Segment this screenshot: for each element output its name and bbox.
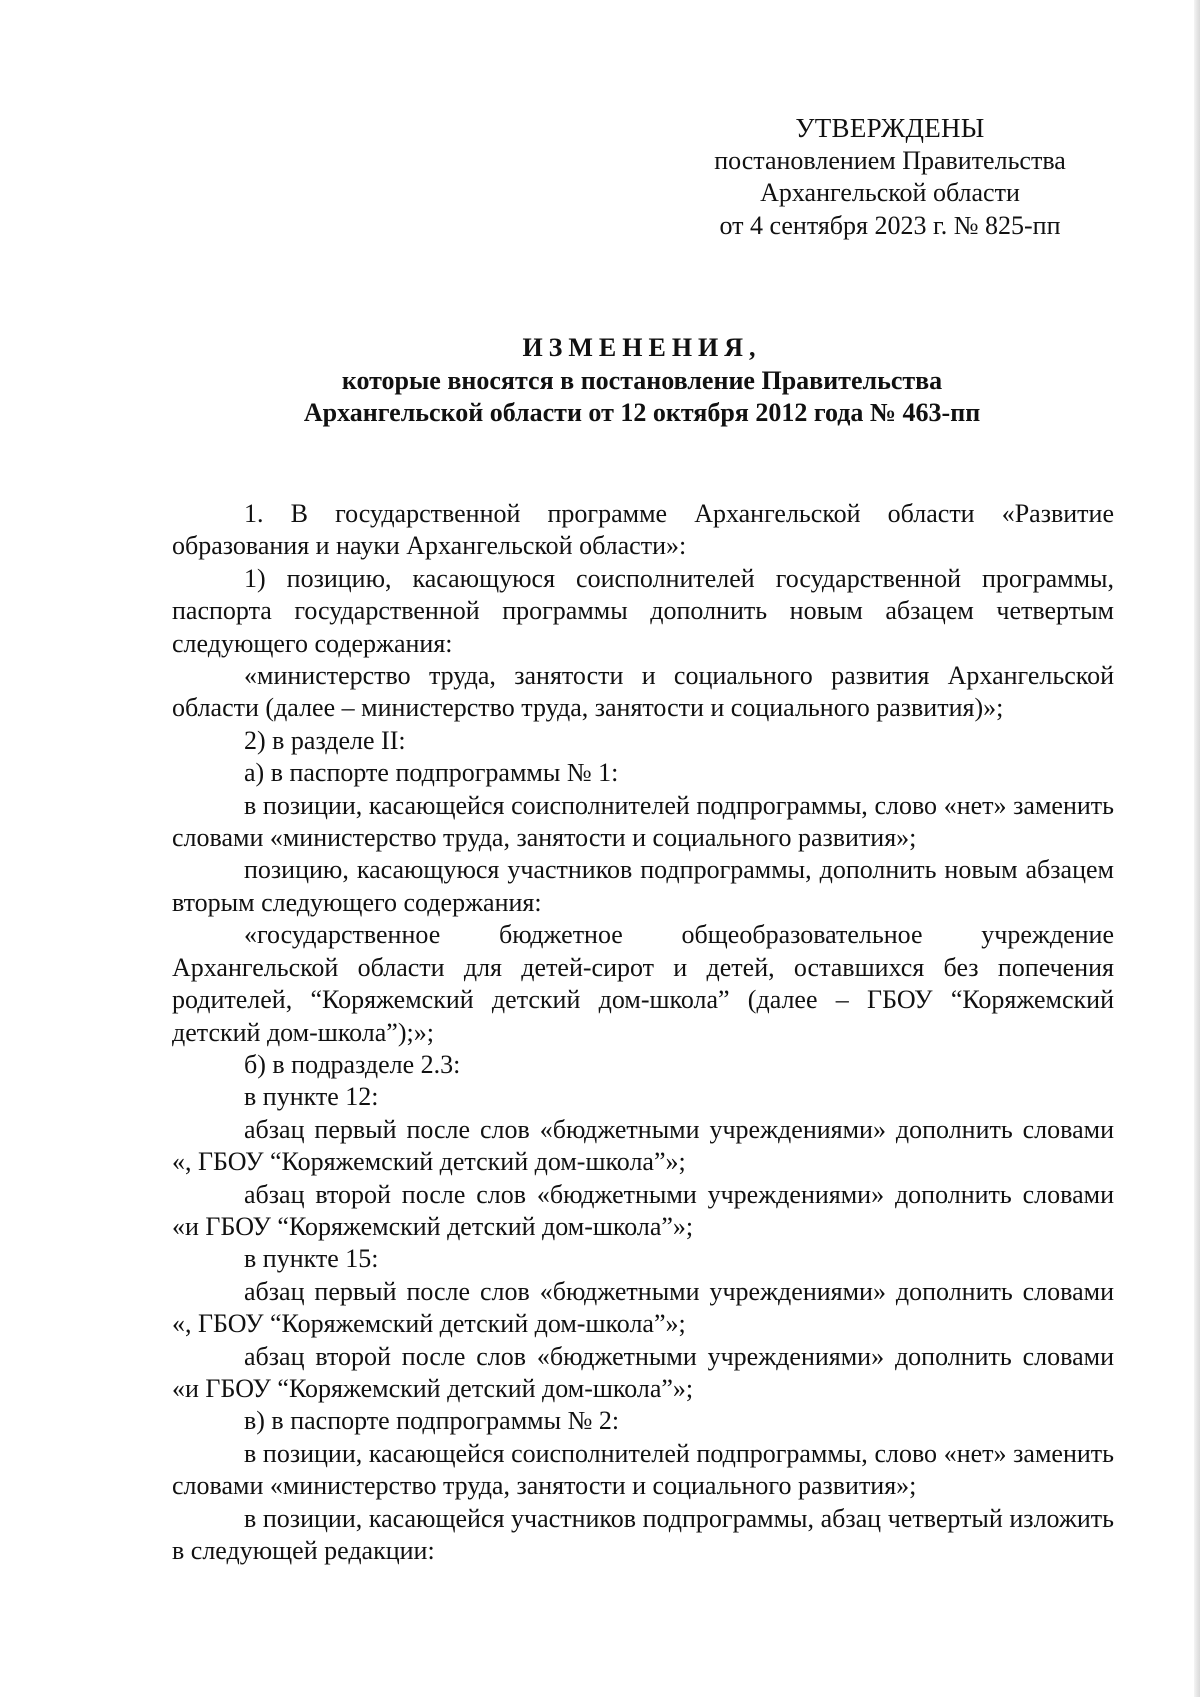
paragraph: в) в паспорте подпрограммы № 2:	[244, 1406, 620, 1436]
title-line-2: Архангельской области от 12 октября 2012 года № 463-пп	[303, 398, 981, 427]
paragraph: «государственное бюджетное общеобразовательное учреждение Архангельской области для детей-сирот и детей, оставшихся без попечения родителей, “Коряжемский детский дом-школа” (далее – ГБОУ “Коряжемский детский дом-школа”);»;	[172, 920, 1114, 1047]
document-body	[172, 498, 1114, 1567]
paragraph: б) в подразделе 2.3:	[244, 1049, 461, 1079]
paragraph: в позиции, касающейся соисполнителей подпрограммы, слово «нет» заменить словами «министерство труда, занятости и социального развития»;	[172, 790, 1114, 853]
paragraph: в позиции, касающейся участников подпрограммы, абзац четвертый изложить в следующей редакции:	[172, 1503, 1114, 1565]
paragraph: «министерство труда, занятости и социального развития Архангельской области (далее – министерство труда, занятости и социального развития)»;	[172, 661, 1114, 723]
approval-stamp	[700, 112, 1080, 242]
title-line-1: которые вносятся в постановление Правительства	[341, 365, 943, 395]
document-title	[170, 332, 1114, 430]
paragraph: а) в паспорте подпрограммы № 1:	[244, 758, 619, 788]
approval-line-region: Архангельской области	[760, 178, 1020, 207]
page-edge-shadow	[1194, 0, 1200, 1697]
paragraph: абзац второй после слов «бюджетными учреждениями» дополнить словами «и ГБОУ “Коряжемский детский дом-школа”»;	[172, 1341, 1114, 1403]
paragraph: в пункте 15:	[244, 1244, 379, 1274]
paragraph: позицию, касающуюся участников подпрограммы, дополнить новым абзацем вторым следующего содержания:	[172, 855, 1114, 917]
approval-heading: УТВЕРЖДЕНЫ	[795, 113, 985, 143]
paragraph: в пункте 12:	[244, 1082, 379, 1112]
paragraph: абзац первый после слов «бюджетными учреждениями» дополнить словами «, ГБОУ “Коряжемский детский дом-школа”»;	[172, 1276, 1114, 1339]
paragraph: абзац второй после слов «бюджетными учреждениями» дополнить словами «и ГБОУ “Коряжемский детский дом-школа”»;	[172, 1179, 1114, 1241]
paragraph: 2) в разделе II:	[244, 725, 406, 755]
paragraph: 1. В государственной программе Архангельской области «Развитие образования и науки Архангельской области»:	[172, 499, 1114, 561]
approval-line-resolution: постановлением Правительства	[714, 145, 1066, 175]
paragraph: в позиции, касающейся соисполнителей подпрограммы, слово «нет» заменить словами «министерство труда, занятости и социального развития»;	[172, 1438, 1114, 1501]
approval-line-date: от 4 сентября 2023 г. № 825-пп	[719, 210, 1061, 240]
paragraph: 1) позицию, касающуюся соисполнителей государственной программы, паспорта государственной программы дополнить новым абзацем четвертым следующего содержания:	[172, 563, 1114, 658]
title-main: ИЗМЕНЕНИЯ,	[522, 333, 762, 362]
paragraph: абзац первый после слов «бюджетными учреждениями» дополнить словами «, ГБОУ “Коряжемский детский дом-школа”»;	[172, 1114, 1114, 1177]
